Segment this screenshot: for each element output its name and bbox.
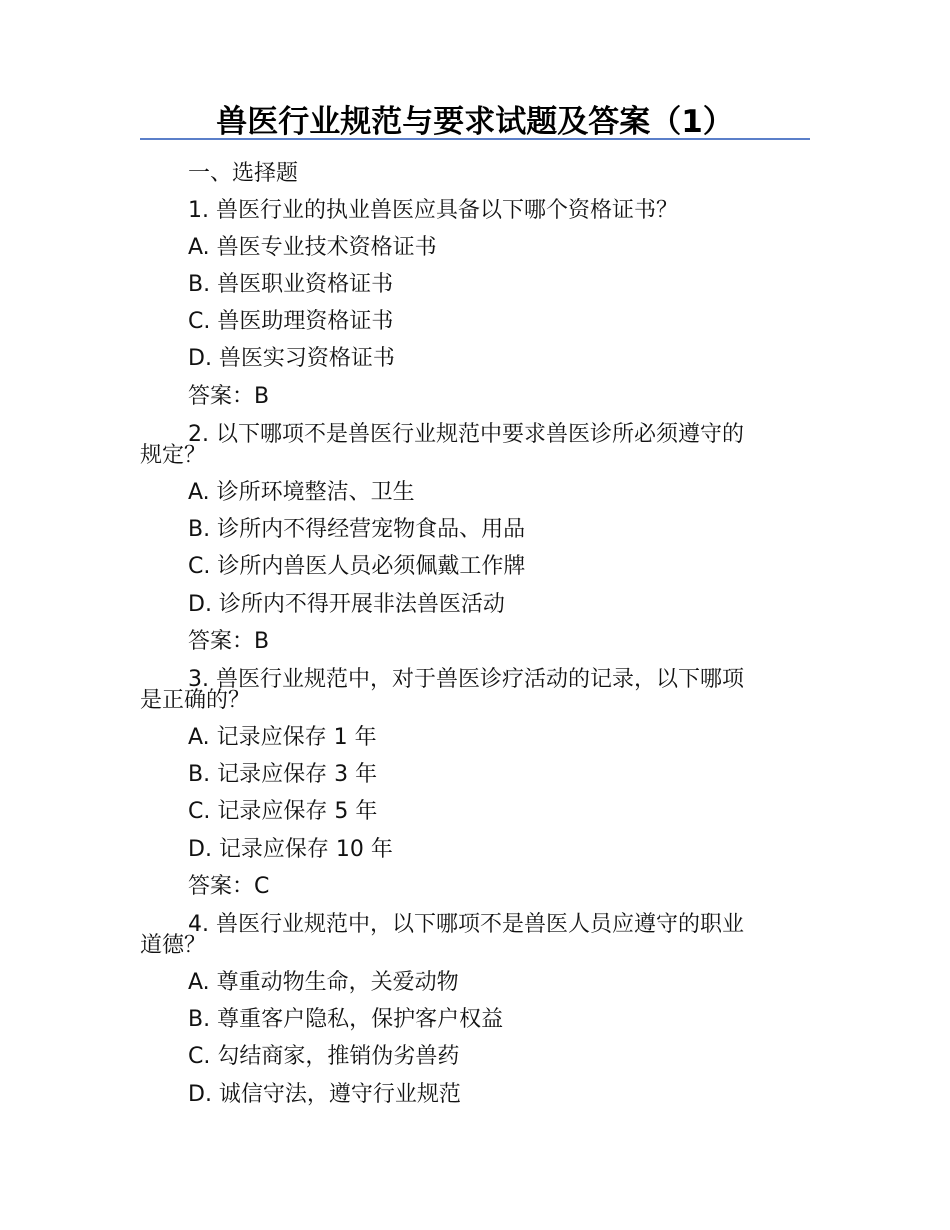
question-4-option-d: D. 诚信守法，遵守行业规范 [188, 1082, 461, 1107]
question-3-option-a: A. 记录应保存 1 年 [188, 725, 377, 750]
question-4-stem: 4. 兽医行业规范中，以下哪项不是兽医人员应遵守的职业 [188, 912, 744, 937]
question-1-answer: 答案：B [188, 384, 270, 409]
question-3-option-c: C. 记录应保存 5 年 [188, 799, 378, 824]
question-3-answer: 答案：C [188, 874, 270, 899]
question-2-option-c: C. 诊所内兽医人员必须佩戴工作牌 [188, 554, 526, 579]
question-3-stem: 3. 兽医行业规范中，对于兽医诊疗活动的记录，以下哪项 [188, 667, 744, 692]
question-1-option-b: B. 兽医职业资格证书 [188, 272, 394, 297]
question-4-option-a: A. 尊重动物生命，关爱动物 [188, 970, 459, 995]
question-2-stem: 2. 以下哪项不是兽医行业规范中要求兽医诊所必须遵守的 [188, 422, 744, 447]
question-2-answer: 答案：B [188, 629, 270, 654]
question-1-stem: 1. 兽医行业的执业兽医应具备以下哪个资格证书？ [188, 198, 678, 223]
question-3-option-d: D. 记录应保存 10 年 [188, 837, 393, 862]
question-1-option-c: C. 兽医助理资格证书 [188, 309, 394, 334]
question-4-option-c: C. 勾结商家，推销伪劣兽药 [188, 1044, 460, 1069]
question-3-option-b: B. 记录应保存 3 年 [188, 762, 378, 787]
title-underline [140, 138, 810, 140]
question-2-option-b: B. 诊所内不得经营宠物食品、用品 [188, 517, 526, 542]
question-4-stem-continued: 道德？ [140, 933, 207, 958]
question-2-option-a: A. 诊所环境整洁、卫生 [188, 480, 415, 505]
question-3-stem-continued: 是正确的？ [140, 688, 251, 713]
question-4-option-b: B. 尊重客户隐私，保护客户权益 [188, 1007, 504, 1032]
page-title: 兽医行业规范与要求试题及答案（1） [216, 104, 734, 140]
question-1-option-a: A. 兽医专业技术资格证书 [188, 235, 437, 260]
section-heading: 一、选择题 [188, 161, 299, 186]
question-2-option-d: D. 诊所内不得开展非法兽医活动 [188, 592, 505, 617]
question-1-option-d: D. 兽医实习资格证书 [188, 346, 395, 371]
question-2-stem-continued: 规定？ [140, 443, 207, 468]
